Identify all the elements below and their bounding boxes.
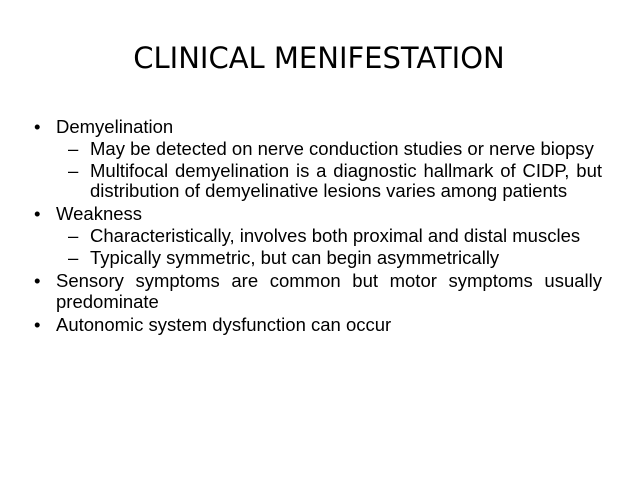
bullet-item-sensory-symptoms	[34, 270, 602, 312]
bullet-item-autonomic-dysfunction	[34, 314, 602, 335]
sub-bullet-item	[68, 161, 602, 201]
bullet-icon: •	[34, 314, 41, 335]
bullet-item-demyelination	[34, 116, 602, 137]
dash-icon: –	[68, 138, 79, 159]
sub-bullet-text: May be detected on nerve conduction studies or nerve biopsy	[90, 138, 594, 159]
dash-icon: –	[68, 225, 79, 246]
sub-bullet-text: Multifocal demyelination is a diagnostic hallmark of CIDP, but distribution of demyelinative lesions varies among patients	[90, 160, 602, 201]
bullet-list	[34, 114, 602, 335]
bullet-text: Sensory symptoms are common but motor symptoms usually predominate	[56, 270, 602, 312]
bullet-item-weakness	[34, 203, 602, 224]
bullet-text: Weakness	[56, 203, 143, 224]
sub-bullet-text: Typically symmetric, but can begin asymmetrically	[90, 247, 500, 268]
bullet-icon: •	[34, 270, 41, 291]
sub-bullet-item	[68, 226, 602, 246]
dash-icon: –	[68, 160, 79, 181]
dash-icon: –	[68, 247, 79, 268]
bullet-icon: •	[34, 116, 41, 137]
bullet-icon: •	[34, 203, 41, 224]
bullet-text: Demyelination	[56, 116, 174, 137]
sub-bullet-text: Characteristically, involves both proximal and distal muscles	[90, 225, 581, 246]
bullet-text: Autonomic system dysfunction can occur	[56, 314, 392, 335]
sub-bullet-item	[68, 139, 602, 159]
slide-title: CLINICAL MENIFESTATION	[133, 41, 505, 75]
sub-bullet-item	[68, 248, 602, 268]
